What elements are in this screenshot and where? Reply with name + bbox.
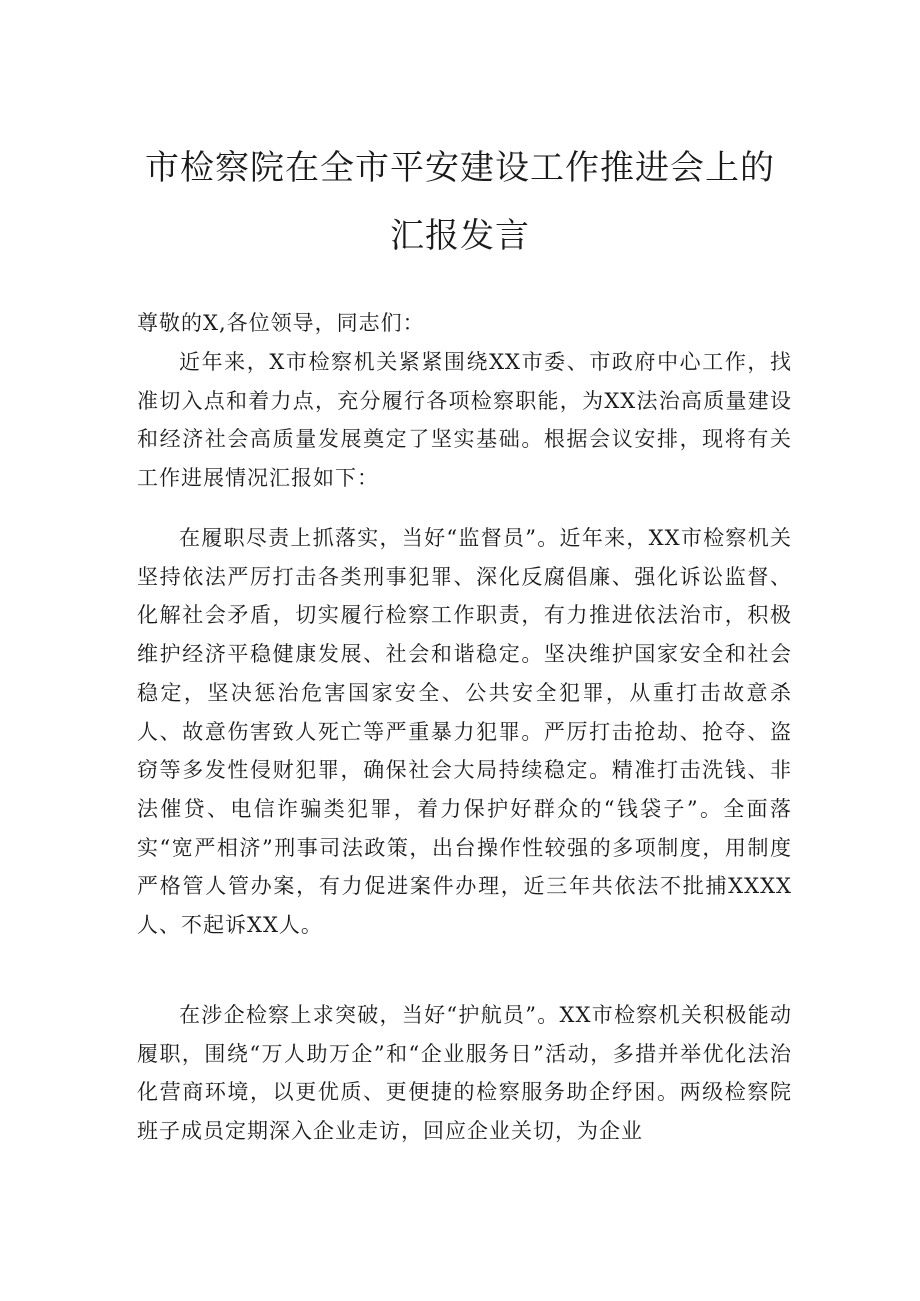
salutation: 尊敬的X,各位领导，同志们： — [137, 311, 425, 335]
paragraph: 在履职尽责上抓落实，当好“监督员”。近年来，XX市检察机关坚持依法严厉打击各类刑事犯罪、深化反腐倡廉、强化诉讼监督、化解社会矛盾，切实履行检察工作职责，有力推进依法治市，积极维护经济平稳健康发展、社会和谐稳定。坚决维护国家安全和社会稳定，坚决惩治危害国家安全、公共安全犯罪，从重打击故意杀人、故意伤害致人死亡等严重暴力犯罪。严厉打击抢劫、抢夺、盗窃等多发性侵财犯罪，确保社会大局持续稳定。精准打击洗钱、非法催贷、电信诈骗类犯罪，着力保护好群众的“钱袋子”。全面落实“宽严相济”刑事司法政策，出台操作性较强的多项制度，用制度严格管人管办案，有力促进案件办理，近三年共依法不批捕XXXX人、不起诉XX人。 — [137, 526, 792, 938]
paragraph: 近年来，X市检察机关紧紧围绕XX市委、市政府中心工作，找准切入点和着力点，充分履行各项检察职能，为XX法治高质量建设和经济社会高质量发展奠定了坚实基础。根据会议安排，现将有关工作进展情况汇报如下： — [137, 350, 792, 491]
document-title-line1: 市检察院在全市平安建设工作推进会上的 — [145, 148, 775, 188]
document-title-line2: 汇报发言 — [390, 216, 530, 256]
paragraph: 在涉企检察上求突破，当好“护航员”。XX市检察机关积极能动履职，围绕“万人助万企”和“企业服务日”活动，多措并举优化法治化营商环境，以更优质、更便捷的检察服务助企纾困。两级检察院班子成员定期深入企业走访，回应企业关切，为企业 — [137, 1003, 792, 1144]
